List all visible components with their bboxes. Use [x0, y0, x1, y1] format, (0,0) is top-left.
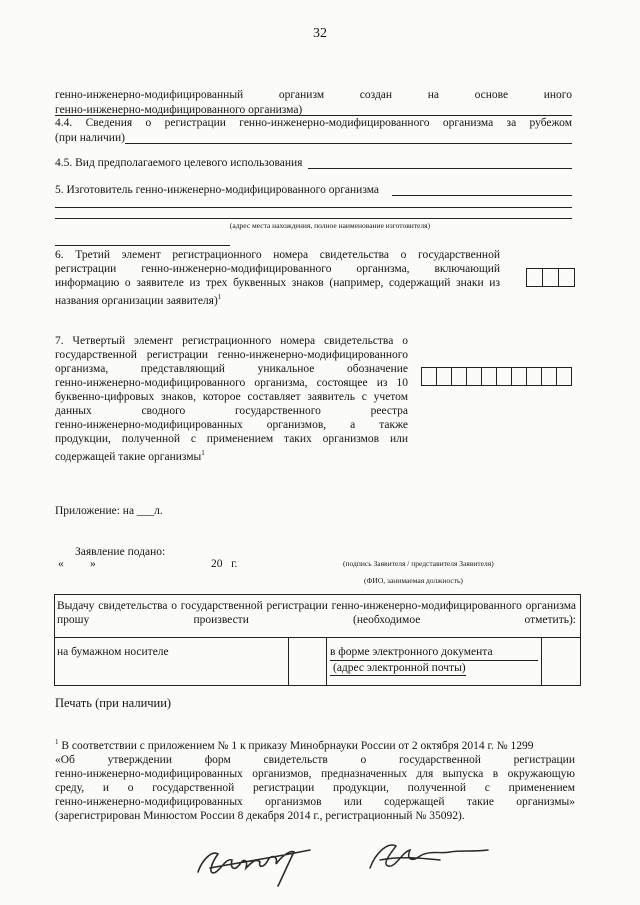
- footnote-line-6: (зарегистрирован Минюстом России 8 декабря 2014 г., регистрационный № 35092).: [55, 809, 465, 822]
- delivery-table-header-text: Выдачу свидетельства о государственной регистрации генно-инженерно-модифицированного организма прошу произвести (необходимое отметить):: [57, 600, 576, 626]
- section-7-footnote-mark: 1: [201, 449, 205, 457]
- footnote-line-1-text: В соответствии с приложением № 1 к приказу Минобрнауки России от 2 октября 2014 г. № 1299: [61, 739, 534, 752]
- footnote-line-4: среду, и о государственной регистрации продукции, полученной с применением: [55, 781, 575, 794]
- code-cell[interactable]: [482, 368, 497, 385]
- section-6-line-3: информацию о заявителе из трех буквенных знаков (например, содержащий знаки из: [55, 277, 500, 289]
- section-5-input-line-2[interactable]: [55, 207, 572, 208]
- section-45-label: 4.5. Вид предполагаемого целевого использования: [55, 157, 303, 169]
- code-cell[interactable]: [422, 368, 437, 385]
- section-7-line-1: 7. Четвертый элемент регистрационного номера свидетельства о: [55, 335, 408, 347]
- option-electronic-checkbox[interactable]: [542, 638, 579, 684]
- section-44-line-4: (при наличии): [55, 132, 125, 144]
- section-7-line-3: организма, представляющий уникальное обозначение: [55, 363, 408, 375]
- email-caption-underline: [330, 675, 466, 676]
- option-electronic-label: в форме электронного документа: [330, 646, 493, 658]
- section-44-line-3: 4.4. Сведения о регистрации генно-инженерно-модифицированного организма за рубежом: [55, 117, 572, 129]
- signature-caption: (подпись Заявителя / представителя Заявителя): [343, 559, 494, 568]
- section-6-line-2: регистрации генно-инженерно-модифицированного организма, включающий: [55, 263, 500, 275]
- code-cell[interactable]: [527, 368, 542, 385]
- section-5-caption: (адрес места нахождения, полное наименование изготовителя): [229, 221, 431, 230]
- date-year: 20 г.: [211, 558, 238, 570]
- section-44-line-1: генно-инженерно-модифицированный организм создан на основе иного: [55, 89, 572, 101]
- code-cell[interactable]: [467, 368, 482, 385]
- submission-label: Заявление подано:: [75, 546, 166, 558]
- section-44-input-line[interactable]: [125, 143, 572, 144]
- footnote-line-3: генно-инженерно-модифицированных организмов, предназначенных для выпуска в окружающую: [55, 767, 575, 780]
- date-quote-close: »: [90, 558, 96, 570]
- section-6-code-cells[interactable]: [526, 268, 575, 287]
- section-7-text: [55, 334, 408, 464]
- footnote-line-2: «Об утверждении форм свидетельств о государственной регистрации: [55, 753, 575, 766]
- section-44-line-2: генно-инженерно-модифицированного организма): [55, 104, 303, 116]
- seal-label: Печать (при наличии): [55, 696, 172, 710]
- footnote-mark: 1: [55, 738, 59, 746]
- delivery-table-header: [57, 599, 576, 627]
- section-7-line-8: продукции, полученной с применением таких организмов или: [55, 433, 408, 445]
- section-5-input-line-3[interactable]: [55, 218, 572, 219]
- section-45-input-line[interactable]: [308, 168, 572, 169]
- delivery-table-col-divider-2: [326, 637, 327, 685]
- signature-2-icon: [360, 830, 500, 880]
- attachment-label: Приложение: на ___л.: [55, 505, 163, 517]
- section-7-line-6: данных сводного государственного реестра: [55, 405, 408, 417]
- section-6-line-4-text: названия организации заявителя): [55, 294, 218, 307]
- code-cell[interactable]: [543, 269, 559, 286]
- code-cell[interactable]: [512, 368, 527, 385]
- option-paper-label: на бумажном носителе: [57, 646, 169, 658]
- code-cell[interactable]: [452, 368, 467, 385]
- option-paper-checkbox[interactable]: [289, 638, 325, 684]
- section-7-line-7: генно-инженерно-модифицированных организмов, а также: [55, 419, 408, 431]
- section-7-line-5: буквенно-цифровых знаков, которое составляет заявитель с учетом: [55, 391, 408, 403]
- email-caption: (адрес электронной почты): [333, 662, 466, 674]
- page-number: 32: [313, 26, 327, 41]
- date-quote-open: «: [58, 558, 64, 570]
- section-7-code-cells[interactable]: [421, 367, 572, 386]
- section-6-footnote-mark: 1: [217, 293, 222, 301]
- code-cell[interactable]: [559, 269, 574, 286]
- section-7-line-9: [55, 446, 408, 464]
- footnote-block: [55, 735, 575, 823]
- footnote-line-1: [55, 735, 575, 753]
- section-7-line-9-text: содержащей такие организмы: [55, 450, 202, 463]
- code-cell[interactable]: [527, 269, 543, 286]
- code-cell[interactable]: [437, 368, 452, 385]
- section-7-line-2: государственной регистрации генно-инженерно-модифицированного: [55, 349, 408, 361]
- code-cell[interactable]: [497, 368, 512, 385]
- section-6-line-4: [55, 290, 500, 308]
- name-caption: (ФИО, занимаемая должность): [364, 576, 463, 585]
- section-5-input-line-1[interactable]: [392, 195, 572, 196]
- code-cell[interactable]: [542, 368, 557, 385]
- footnote-line-5: генно-инженерно-модифицированных организмов или содержащей такие организмы»: [55, 795, 575, 808]
- section-7-line-4: генно-инженерно-модифицированного организма, состоящее из 10: [55, 377, 408, 389]
- section-6-divider: [55, 245, 230, 246]
- signature-1-icon: [190, 820, 330, 890]
- section-6-text: [55, 248, 500, 308]
- section-6-line-1: 6. Третий элемент регистрационного номера свидетельства о государственной: [55, 249, 500, 261]
- section-5-label: 5. Изготовитель генно-инженерно-модифицированного организма: [55, 184, 380, 196]
- code-cell[interactable]: [557, 368, 571, 385]
